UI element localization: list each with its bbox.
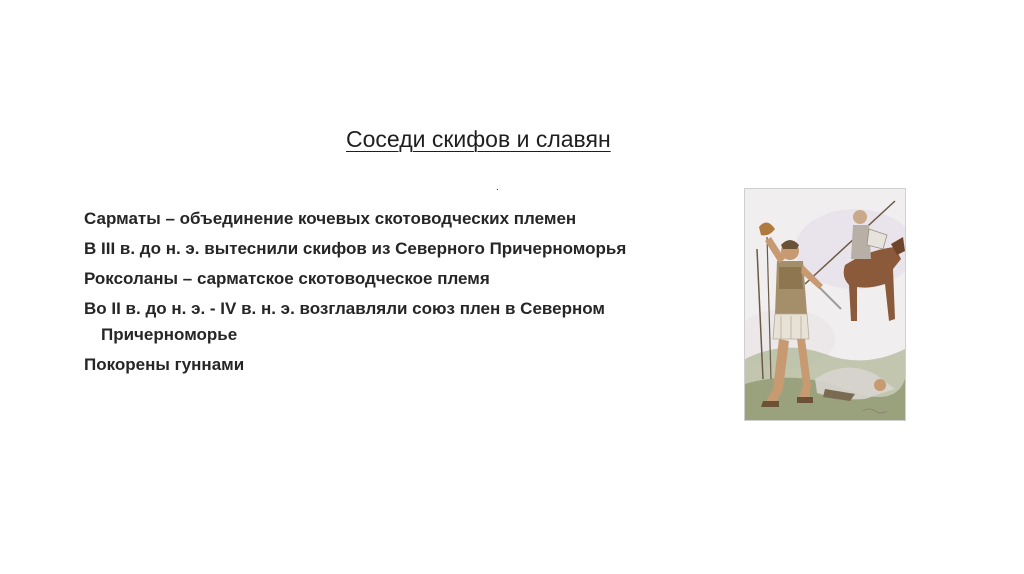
slide-title: Соседи скифов и славян (346, 126, 611, 152)
dot-mark: . (496, 182, 499, 193)
bullet-item: Роксоланы – сарматское скотоводческое племя (84, 269, 490, 288)
bullet-item: Покорены гуннами (84, 355, 245, 374)
warriors-illustration (744, 188, 906, 421)
bullet-list (84, 206, 684, 382)
bullet-item: Сарматы – объединение кочевых скотоводческих племен (84, 209, 577, 228)
warriors-illustration-graphic (745, 189, 905, 420)
bullet-item: Во II в. до н. э. - IV в. н. э. возглавляли союз плен в Северном Причерноморье (84, 299, 605, 344)
bullet-item: В III в. до н. э. вытеснили скифов из Северного Причерноморья (84, 239, 627, 258)
